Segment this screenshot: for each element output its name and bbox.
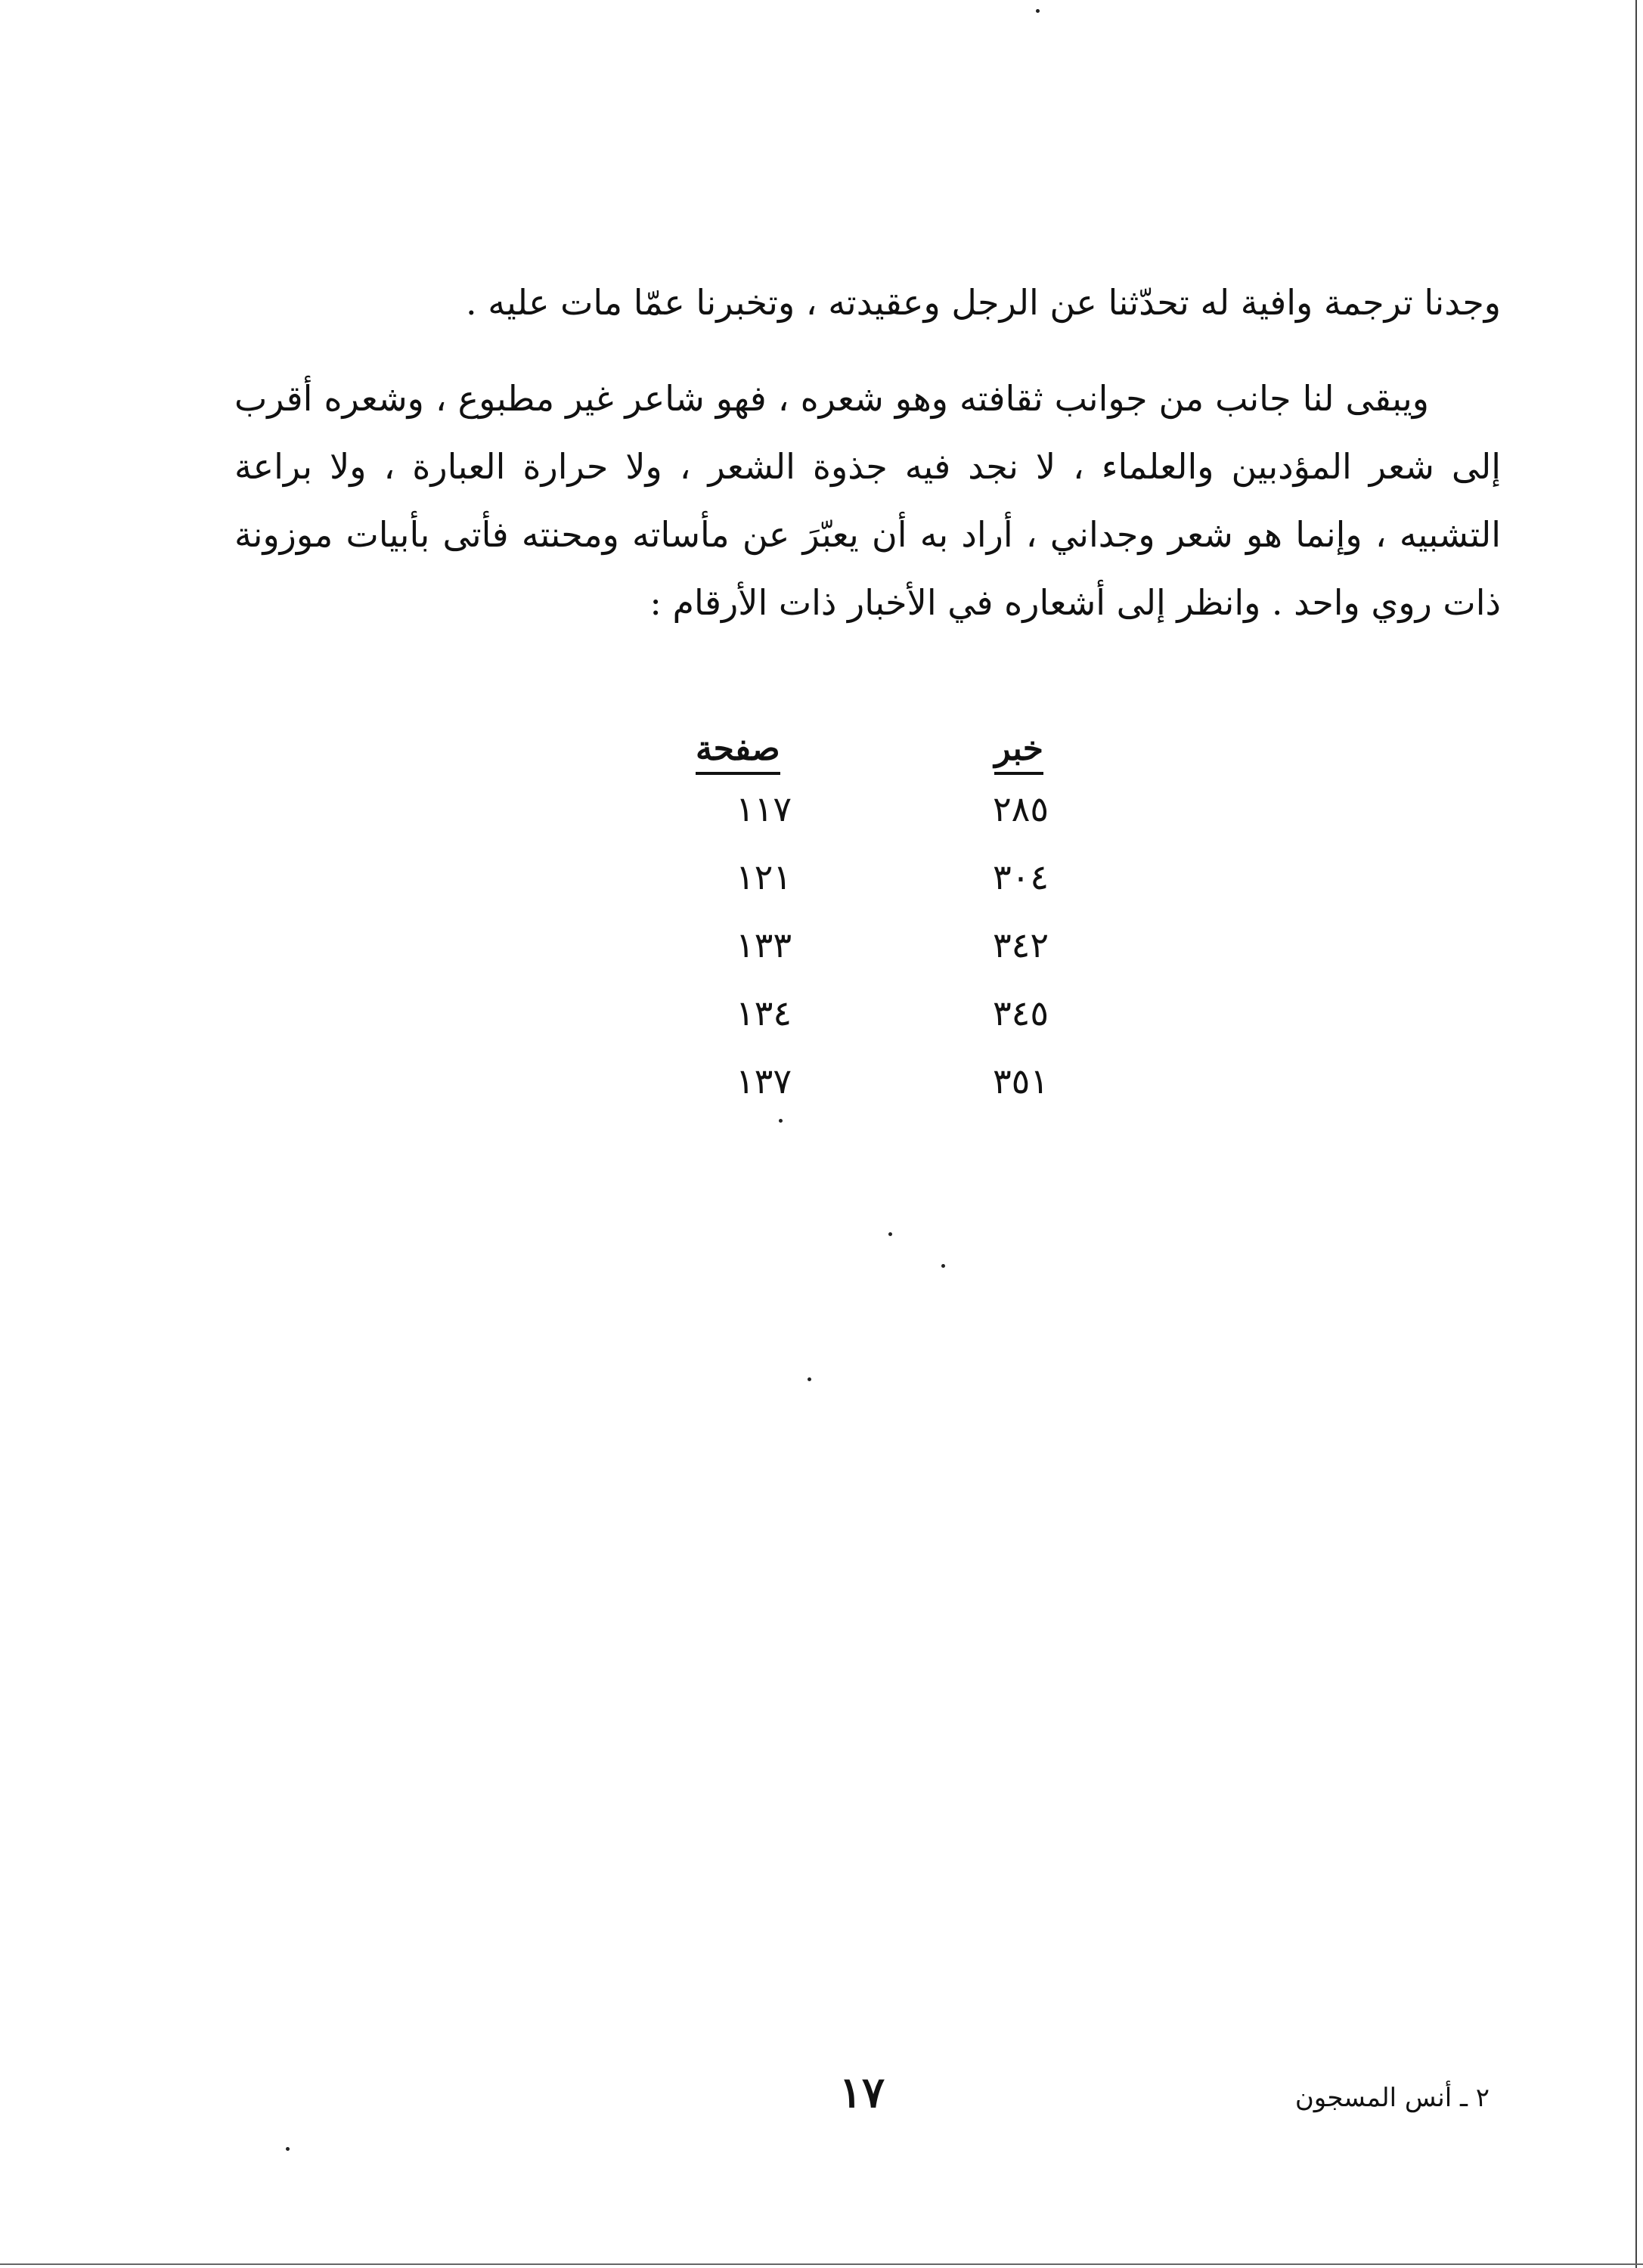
page-edge-border (1635, 0, 1637, 2268)
scan-speck (1036, 9, 1040, 13)
table-row (680, 775, 1074, 843)
cell-safha: ١٣٤ (735, 993, 792, 1033)
cell-safha: ١٣٣ (735, 925, 792, 965)
cell-safha: ١٢١ (735, 857, 792, 897)
cell-khabar: ٢٨٥ (992, 789, 1049, 829)
scan-speck (808, 1377, 811, 1381)
table-row (680, 1047, 1074, 1115)
cell-khabar: ٣٤٥ (992, 993, 1049, 1033)
footer-signature: ٢ ـ أنس المسجون (1294, 2083, 1490, 2113)
continuation-line: وجدنا ترجمة وافية له تحدّثنا عن الرجل وعقيدته ، وتخبرنا عمّا مات عليه . (466, 282, 1501, 323)
reference-table (680, 707, 1074, 1115)
table-row (680, 979, 1074, 1047)
scan-speck (779, 1119, 783, 1123)
body-paragraph-text: ويبقى لنا جانب من جوانب ثقافته وهو شعره ، فهو شاعر غير مطبوع ، وشعره أقرب إلى شعر المؤدبين والعلماء ، لا نجد فيه جذوة الشعر ، ولا حرارة العبارة ، ولا براعة التشبيه ، وإنما هو شعر وجداني ، أراد به أن يعبّرَ عن مأساته ومحنته فأتى بأبيات موزونة ذات روي واحد . وانظر إلى أشعاره في الأخبار ذات الأرقام : (234, 378, 1501, 623)
cell-safha: ١٣٧ (735, 1061, 792, 1101)
table-header-row (680, 707, 1074, 775)
page-bottom-border (0, 2263, 1643, 2265)
body-paragraph (234, 364, 1501, 637)
table-row (680, 843, 1074, 911)
cell-khabar: ٣٤٢ (992, 925, 1049, 965)
cell-khabar: ٣٠٤ (992, 857, 1049, 897)
cell-khabar: ٣٥١ (992, 1061, 1049, 1101)
table-row (680, 911, 1074, 979)
page-number: ١٧ (839, 2068, 885, 2118)
cell-safha: ١١٧ (735, 789, 792, 829)
scan-speck (286, 2147, 290, 2151)
scan-speck (888, 1232, 892, 1236)
header-safha: صفحة (696, 730, 780, 775)
header-khabar: خبر (994, 730, 1043, 775)
scan-speck (941, 1264, 945, 1268)
